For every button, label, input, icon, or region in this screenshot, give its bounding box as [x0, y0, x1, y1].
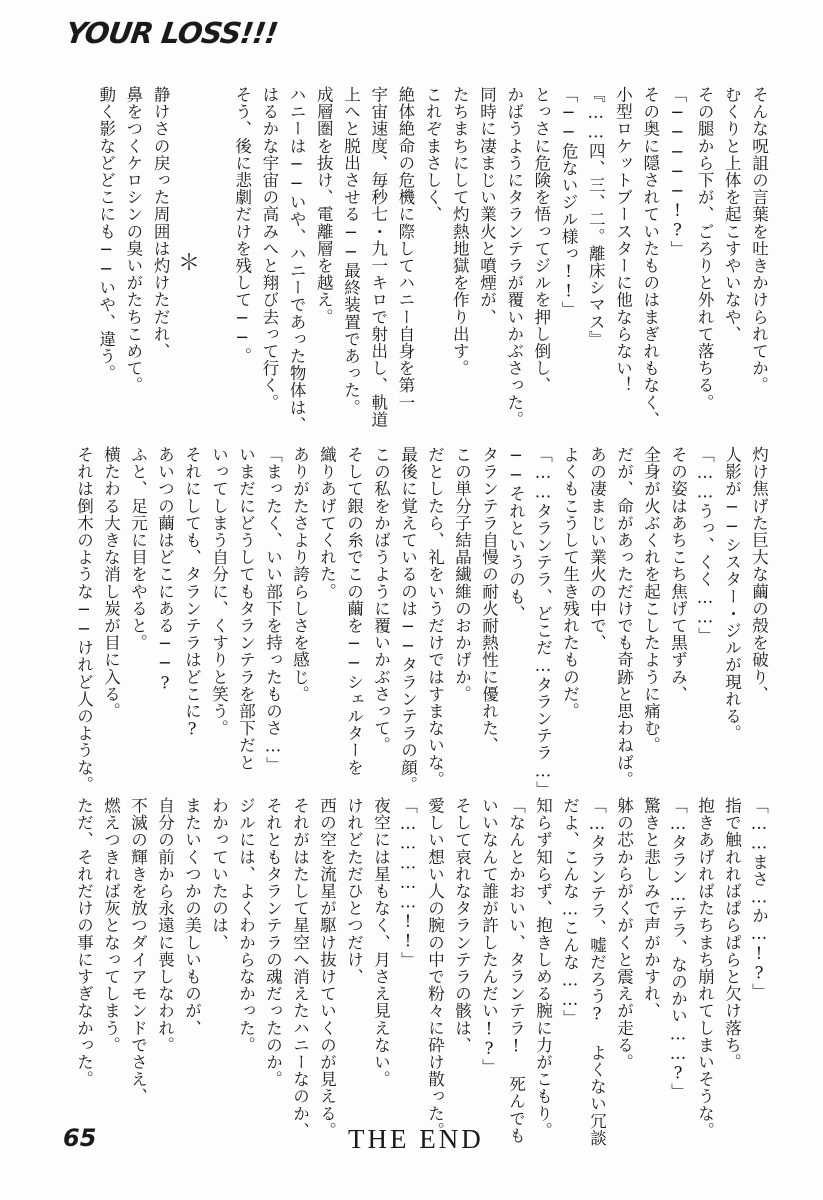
text-column: 「……まさ…か…!?」 — [749, 797, 769, 1001]
text-column: 知らず知らず、抱きしめる腕に力がこもり。 — [533, 797, 553, 1139]
text-column: その腿から下が、ごろりと外れて落ちる。 — [695, 86, 715, 411]
text-column: 「──危ないジル様っ!!」 — [559, 86, 579, 319]
text-column: 驚きと悲しみで声がかすれ、 — [641, 797, 661, 1020]
scene-break-asterisk: ＊ — [178, 251, 201, 276]
text-column: 愛しい想い人の腕の中で粉々に砕け散った。 — [425, 797, 445, 1139]
text-column: たちまちにして灼熱地獄を作り出す。 — [450, 86, 470, 377]
text-column: 同時に凄まじい業火と噴煙が、 — [477, 86, 497, 326]
text-column: 「……うっ、くく……」 — [695, 446, 715, 645]
text-column: それにしても、タランテラはどこに? — [182, 446, 202, 740]
text-column: 「……タランテラ、どこだ…タランテラ…」 — [533, 446, 553, 798]
text-column: 成層圏を抜け、電離層を越え。 — [314, 86, 334, 326]
text-column: 全身が火ぶくれを起こしたように痛む。 — [641, 446, 661, 754]
text-column: 抱きあげればたちまち崩れてしまいそうな。 — [695, 797, 715, 1139]
text-column: ありがたさより誇らしさを感じ。 — [290, 446, 310, 703]
text-column: はるかな宇宙の高みへと翔び去って行く。 — [259, 86, 279, 411]
the-end-label: THE END — [348, 1124, 484, 1154]
text-column: 「……………!!」 — [398, 797, 418, 969]
text-column: いいなんて誰が許したんだい!?」 — [479, 797, 499, 1076]
text-column: とっさに危険を悟ってジルを押し倒し、 — [531, 86, 551, 394]
text-column: ──それというのも、 — [506, 446, 526, 622]
text-column: 小型ロケットブースターに他ならない！ — [613, 86, 633, 394]
text-column: 夜空には星もなく、月さえ見えない。 — [371, 797, 391, 1088]
text-column: そして銀の糸でこの繭を──シェルターを — [344, 446, 364, 776]
text-column: 「…タラン…テラ、なのかい……?」 — [668, 797, 688, 1101]
text-column: だが、命があっただけでも奇跡と思わねば。 — [614, 446, 634, 788]
text-column: 灼け焦げた巨大な繭の殻を破り、 — [749, 446, 769, 703]
text-column: この私をかばうように覆いかぶさって。 — [371, 446, 391, 754]
text-column: 躰の芯からがくがくと震えが走る。 — [614, 797, 634, 1071]
text-column: だよ、こんな…こんな……」 — [560, 797, 580, 1027]
text-column: 動く影などどこにも──いや、違う。 — [96, 86, 116, 382]
text-column: 『……四、三、二。離床シマス』 — [586, 86, 606, 348]
text-column: よくもこうして生き残れたものだ。 — [560, 446, 580, 720]
text-column: タランテラ自慢の耐火耐熱性に優れた、 — [479, 446, 499, 754]
text-column: ジルには、よくわからなかった。 — [236, 797, 256, 1054]
text-column: 「まったく、いい部下を持ったものさ…」 — [263, 446, 283, 774]
text-column: ふと、足元に目をやると。 — [128, 446, 148, 652]
text-column: 指で触れればぱらぱらと欠け落ち。 — [722, 797, 742, 1071]
text-column: いまだにどうしてもタランテラを部下だと — [236, 446, 256, 771]
text-column: ハニーは──いや、ハニーであった物体は、 — [287, 86, 307, 433]
text-column: 燃えつきれば灰となってしまう。 — [101, 797, 121, 1054]
text-column: 西の空を流星が駆け抜けていくのが見える。 — [317, 797, 337, 1139]
page-number: 65 — [63, 1124, 97, 1152]
text-column: それともタランテラの魂だったのか。 — [263, 797, 283, 1088]
text-column: 絶体絶命の危機に際してハニー自身を第一 — [395, 86, 415, 411]
text-column: わかっていたのは、 — [209, 797, 229, 951]
text-column: 織りあげてくれた。 — [317, 446, 337, 600]
text-column: 静けさの戻った周囲は灼けただれ、 — [151, 86, 171, 360]
text-column: 宇宙速度、毎秒七・九一キロで射出し、軌道 — [368, 86, 388, 428]
text-column: いってしまう自分に、くすりと笑う。 — [209, 446, 229, 737]
text-column: 「なんとかおいい、タランテラ! 死んでも — [506, 797, 526, 1144]
text-column: だとしたら、礼をいうだけではすまないな。 — [425, 446, 445, 788]
text-column: そして哀れなタランテラの骸は、 — [452, 797, 472, 1054]
text-column: 横たわる大きな消し炭が目に入る。 — [101, 446, 121, 720]
text-column: あいつの繭はどこにある──? — [155, 446, 175, 693]
text-column: 自分の前から永遠に喪しなわれ。 — [155, 797, 175, 1054]
text-column: この単分子結晶繊維のおかげか。 — [452, 446, 472, 703]
text-column: 「…タランテラ、嘘だろう? よくない冗談 — [587, 797, 607, 1147]
story-title-logo: YOUR LOSS!!! — [63, 16, 280, 50]
text-column: またいくつかの美しいものが、 — [182, 797, 202, 1037]
text-column: それがはたして星空へ消えたハニーなのか、 — [290, 797, 310, 1139]
text-column: むくりと上体を起こすやいなや、 — [722, 86, 742, 343]
text-column: あの凄まじい業火の中で、 — [587, 446, 607, 652]
text-column: けれどただひとつだけ、 — [344, 797, 364, 986]
text-column: 人影が──シスター・ジルが現れる。 — [722, 446, 742, 742]
text-column: そう、後に悲劇だけを残して──。 — [232, 86, 252, 365]
text-column: 「─────!?」 — [667, 86, 687, 258]
text-column: 鼻をつくケロシンの臭いがたちこめて。 — [123, 86, 143, 394]
text-column: そんな呪詛の言葉を吐きかけられてか。 — [749, 86, 769, 394]
text-column: その姿はあちこち焦げて黒ずみ、 — [668, 446, 688, 703]
text-column: 上へと脱出させる──最終装置であった。 — [341, 86, 361, 416]
text-column: その奥に隠されていたものはまぎれもなく、 — [640, 86, 660, 428]
text-column: かばうようにタランテラが覆いかぶさった。 — [504, 86, 524, 428]
text-column: 不滅の輝きを放つダイアモンドでさえ、 — [128, 797, 148, 1105]
text-column: 最後に覚えているのは──タランテラの顔。 — [398, 446, 418, 793]
text-column: これぞまさしく、 — [423, 86, 443, 223]
text-column: それは倒木のような──けれど人のような。 — [74, 446, 94, 793]
text-column: ただ、それだけの事にすぎなかった。 — [74, 797, 94, 1088]
